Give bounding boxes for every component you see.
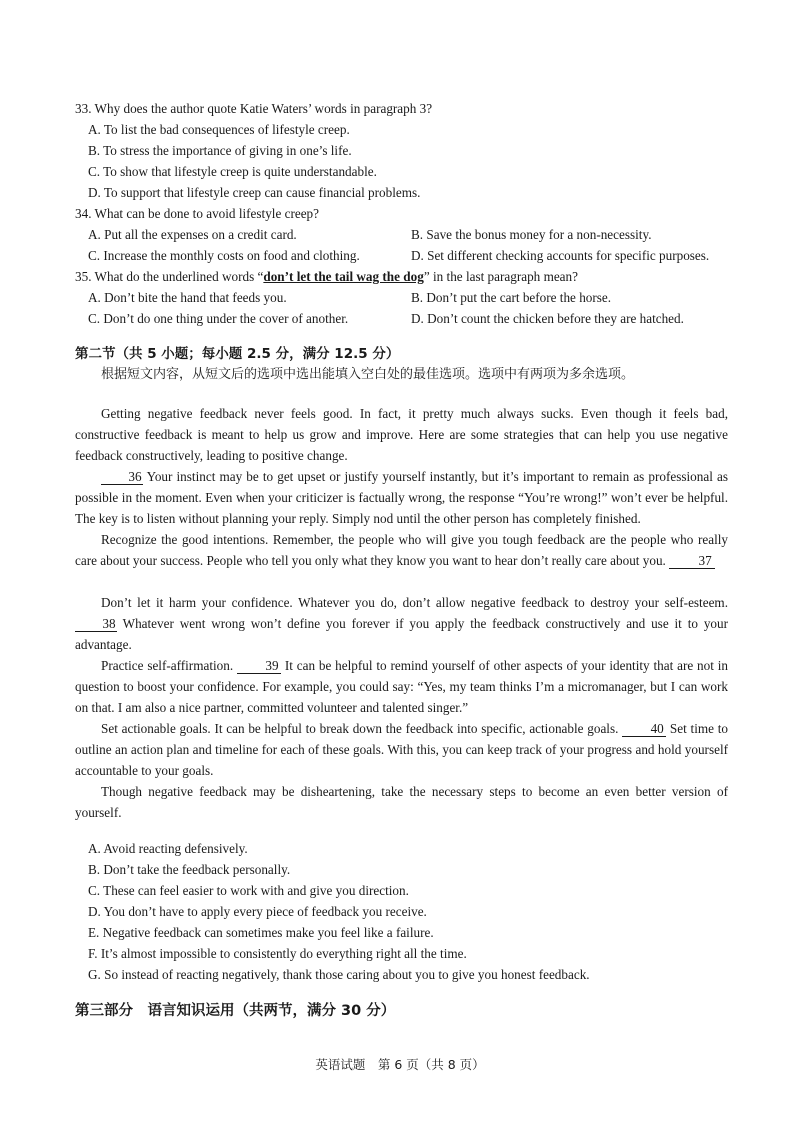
section2-heading: 第二节（共 5 小题；每小题 2.5 分，满分 12.5 分） — [75, 346, 400, 362]
paragraph-4-text-a: Don’t let it harm your confidence. Whatever you do, don’t allow negative feedback to destroy your self-esteem. — [101, 595, 728, 610]
page-footer: 英语试题 第 6 页（共 8 页） — [315, 1057, 485, 1072]
paragraph-5-text-a: Practice self-affirmation. — [101, 658, 237, 673]
q35-underlined-phrase: don’t let the tail wag the dog — [263, 269, 424, 284]
paragraph-6-text-a: Set actionable goals. It can be helpful to break down the feedback into specific, actionable goals. — [101, 721, 623, 736]
passage-paragraph-7: Though negative feedback may be disheartening, take the necessary steps to become an even better version of yourself. — [75, 784, 728, 820]
q34-option-b: B. Save the bonus money for a non-necessity. — [411, 227, 652, 242]
passage-paragraph-5 — [75, 655, 728, 718]
q34-option-c: C. Increase the monthly costs on food and clothing. — [88, 248, 360, 263]
paragraph-6-text-b: Set time to outline an action plan and timeline for each of these goals. With this, you can keep track of your progress and hold yourself accountable to your goals. — [75, 721, 728, 778]
q33-stem: 33. Why does the author quote Katie Waters’ words in paragraph 3? — [75, 101, 433, 116]
blank-36: 36 — [101, 469, 143, 485]
q33-option-c: C. To show that lifestyle creep is quite understandable. — [88, 164, 377, 179]
option-b: B. Don’t take the feedback personally. — [88, 862, 291, 877]
paragraph-5-text-b: It can be helpful to remind yourself of other aspects of your identity that are not in question to boost your confidence. For example, you could say: “Yes, my team thinks I’m a micromanager, but I can work on that. I am also a nice partner, committed volunteer and talented singer.” — [75, 658, 729, 715]
option-a: A. Avoid reacting defensively. — [88, 841, 248, 856]
q33-option-a: A. To list the bad consequences of lifestyle creep. — [88, 122, 350, 137]
q35-option-a: A. Don’t bite the hand that feeds you. — [88, 290, 287, 305]
option-c: C. These can feel easier to work with and give you direction. — [88, 883, 409, 898]
q34-stem: 34. What can be done to avoid lifestyle creep? — [75, 206, 319, 221]
passage-paragraph-6 — [75, 718, 728, 781]
q34-option-a: A. Put all the expenses on a credit card. — [88, 227, 297, 242]
option-d: D. You don’t have to apply every piece of feedback you receive. — [88, 904, 427, 919]
q35-stem — [75, 268, 578, 286]
option-f: F. It’s almost impossible to consistently do everything right all the time. — [88, 946, 467, 961]
q34-option-d: D. Set different checking accounts for specific purposes. — [411, 248, 710, 263]
passage-paragraph-3 — [75, 529, 728, 571]
passage-paragraph-4 — [75, 592, 728, 655]
passage-paragraph-1: Getting negative feedback never feels good. In fact, it pretty much always sucks. Even though it feels bad, constructive feedback is meant to help us grow and improve. Here are some strategies that can help you use negative feedback constructively, leading to positive change. — [75, 406, 728, 463]
q35-option-d: D. Don’t count the chicken before they are hatched. — [411, 311, 684, 326]
section2-instruction: 根据短文内容，从短文后的选项中选出能填入空白处的最佳选项。选项中有两项为多余选项。 — [101, 367, 635, 382]
q35-option-b: B. Don’t put the cart before the horse. — [411, 290, 612, 305]
option-g: G. So instead of reacting negatively, thank those caring about you to give you honest feedback. — [88, 967, 590, 982]
paragraph-4-text-b: Whatever went wrong won’t define you forever if you apply the feedback constructively and use it to your advantage. — [75, 616, 728, 652]
passage-paragraph-2 — [75, 466, 728, 529]
q33-option-b: B. To stress the importance of giving in one’s life. — [88, 143, 352, 158]
q35-stem-after: ” in the last paragraph mean? — [423, 269, 578, 284]
q35-option-c: C. Don’t do one thing under the cover of another. — [88, 311, 349, 326]
option-e: E. Negative feedback can sometimes make you feel like a failure. — [88, 925, 434, 940]
part3-heading: 第三部分 语言知识运用（共两节，满分 30 分） — [75, 1003, 396, 1019]
paragraph-3-text: Recognize the good intentions. Remember, the people who will give you tough feedback are the people who really care about your success. People who tell you only what they know you want to hear don’t really care about you. — [75, 532, 728, 568]
blank-39: 39 — [237, 658, 281, 674]
paragraph-2-text: Your instinct may be to get upset or justify yourself instantly, but it’s important to remain as professional as possible in the moment. Even when your criticizer is factually wrong, the response “You’re wrong!” won’t ever be helpful. The key is to listen without planning your reply. Simply nod until the other person has completely finished. — [75, 469, 728, 526]
q35-stem-before: 35. What do the underlined words “ — [75, 269, 264, 284]
blank-40: 40 — [622, 721, 666, 737]
q33-option-d: D. To support that lifestyle creep can cause financial problems. — [88, 185, 421, 200]
blank-38: 38 — [75, 616, 117, 632]
blank-37: 37 — [669, 553, 715, 569]
